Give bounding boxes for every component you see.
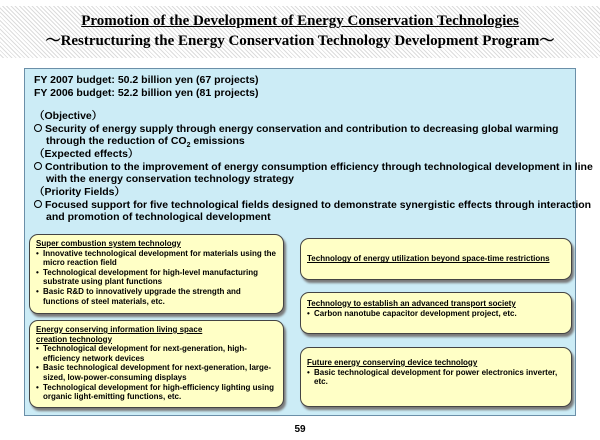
expected-text-2: with the energy conservation technology strategy [46, 173, 294, 185]
field-title-cont: creation technology [36, 334, 113, 344]
ring-bullet-icon [34, 162, 42, 170]
field-item: • Technological development for high-level manufacturing substrate using plant functions [36, 268, 277, 287]
priority-text-1: Focused support for five technological fields designed to demonstrate synergistic effects through interaction [34, 199, 591, 211]
field-box-future-device [300, 347, 572, 407]
page-title: Promotion of the Development of Energy Conservation Technologies [81, 13, 519, 29]
field-title: Energy conserving information living space [36, 325, 203, 334]
budget-fy2007: FY 2007 budget: 50.2 billion yen (67 projects) [34, 74, 259, 86]
field-item: • Technological development for next-generation, high-efficiency network devices [36, 344, 277, 363]
expected-heading: （Expected effects） [34, 148, 139, 160]
ring-bullet-icon [34, 200, 42, 208]
objective-text-2: through the reduction of $CO_2$ emissions [46, 135, 245, 150]
priority-text-2: and promotion of technological development [46, 211, 271, 223]
objective-heading: （Objective） [34, 110, 103, 122]
field-item: • Innovative technological development for materials using the micro reaction field [36, 249, 277, 268]
field-item: • Basic technological development for next-generation, large-sized, low-power-consuming displays [36, 363, 277, 382]
field-item: • Technological development for high-efficiency lighting using organic light-emitting functions, etc. [36, 383, 277, 402]
field-title: Technology to establish an advanced transport society [307, 299, 516, 308]
field-item: • Carbon nanotube capacitor development project, etc. [307, 309, 565, 319]
field-item: • Basic R&D to innovatively upgrade the strength and functions of steel materials, etc. [36, 287, 277, 306]
field-title: Technology of energy utilization beyond space-time restrictions [307, 254, 550, 264]
field-title: Future energy conserving device technology [307, 358, 478, 367]
ring-bullet-icon [34, 124, 42, 132]
field-box-living-space [29, 320, 284, 408]
field-box-transport [300, 292, 572, 334]
field-title: Super combustion system technology [36, 239, 181, 248]
field-box-super-combustion [29, 234, 284, 314]
budget-fy2006: FY 2006 budget: 52.2 billion yen (81 projects) [34, 87, 259, 99]
objective-text-1: Security of energy supply through energy conservation and contribution to decreasing global warming [34, 123, 558, 135]
priority-heading: （Priority Fields） [34, 186, 126, 198]
page-subtitle: ～Restructuring the Energy Conservation Technology Development Program～ [45, 33, 555, 49]
field-item: • Basic technological development for power electronics inverter, etc. [307, 368, 565, 387]
expected-text-1: Contribution to the improvement of energy consumption efficiency through technological development in line [34, 161, 593, 173]
page-number: 59 [294, 424, 306, 435]
field-box-space-time [300, 238, 572, 280]
